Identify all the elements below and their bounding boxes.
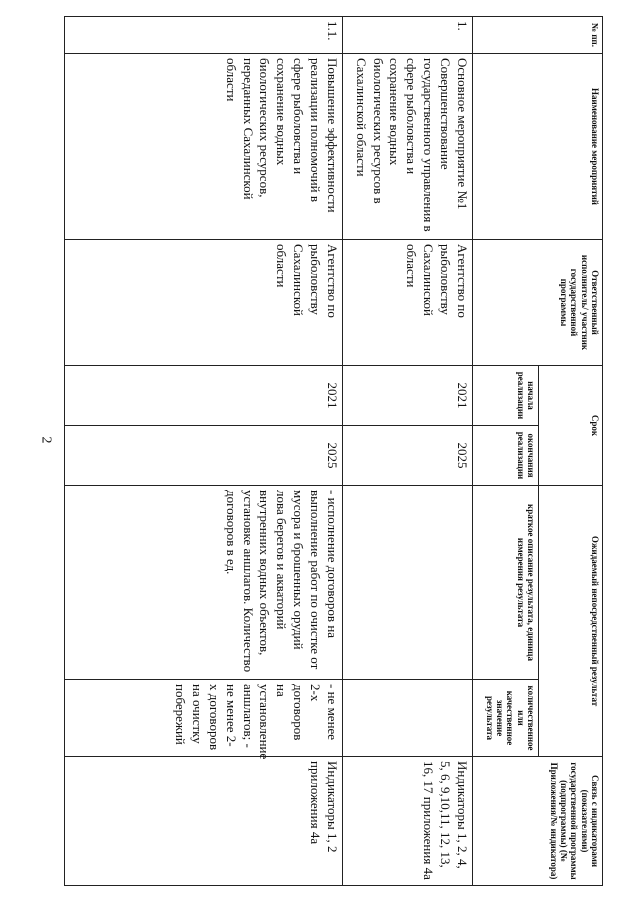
header-expected: Ожидаемый непосредственный результат <box>539 486 603 757</box>
table-row <box>343 17 473 886</box>
header-row <box>539 17 603 886</box>
row-end: 2025 <box>343 426 473 486</box>
row-responsible: Агентство по рыболовству Сахалинской области <box>65 240 343 366</box>
header-name: Наименование мероприятий <box>473 54 603 240</box>
measures-table <box>64 16 603 886</box>
row-name: Основное мероприятие №1 Совершенствование государственного управления в сфере рыболовства и сохранение водных биологических ресурсов в Сахалинской области <box>343 54 473 240</box>
row-name: Повышение эффективности реализации полномочий в сфере рыболовства и сохранение водных биологических ресурсов, переданных Сахалинской области <box>65 54 343 240</box>
row-quantitative <box>343 680 473 757</box>
row-num: 1.1. <box>65 17 343 54</box>
row-link: Индикаторы 1, 2 приложения 4а <box>65 757 343 886</box>
row-link: Индикаторы 1, 2, 4, 5, 6, 9,10,11, 12, 13, 16, 17 приложения 4а <box>343 757 473 886</box>
row-quantitative: - не менее 2-х договоров на установление аншлагов; - не менее 2-х договоров на очистку побережий <box>65 680 343 757</box>
row-brief <box>343 486 473 680</box>
page-number: 2 <box>38 436 54 444</box>
header-term: Срок <box>539 366 603 486</box>
header-link: Связь с индикаторами (показателями) государственной программы (подпрограммы) (№ Приложения/№ индикатора) <box>473 757 603 886</box>
table-row <box>65 17 343 886</box>
header-brief: краткое описание результата, единица измерения результата <box>473 486 539 680</box>
header-num: № пп. <box>473 17 603 54</box>
row-start: 2021 <box>65 366 343 426</box>
row-num: 1. <box>343 17 473 54</box>
row-responsible: Агентство по рыболовству Сахалинской области <box>343 240 473 366</box>
header-responsible: Ответственный исполнитель/ участник государственной программы <box>473 240 603 366</box>
row-end: 2025 <box>65 426 343 486</box>
row-brief: - исполнение договоров на выполнение работ по очистке от мусора и брошенных орудий лова берегов и акваторий внутренних водных объектов, установке аншлагов. Количество договоров в ед. <box>65 486 343 680</box>
row-start: 2021 <box>343 366 473 426</box>
header-quantitative: количественное или качественное значение результата <box>473 680 539 757</box>
header-term-start: начала реализации <box>473 366 539 426</box>
header-term-end: окончания реализации <box>473 426 539 486</box>
